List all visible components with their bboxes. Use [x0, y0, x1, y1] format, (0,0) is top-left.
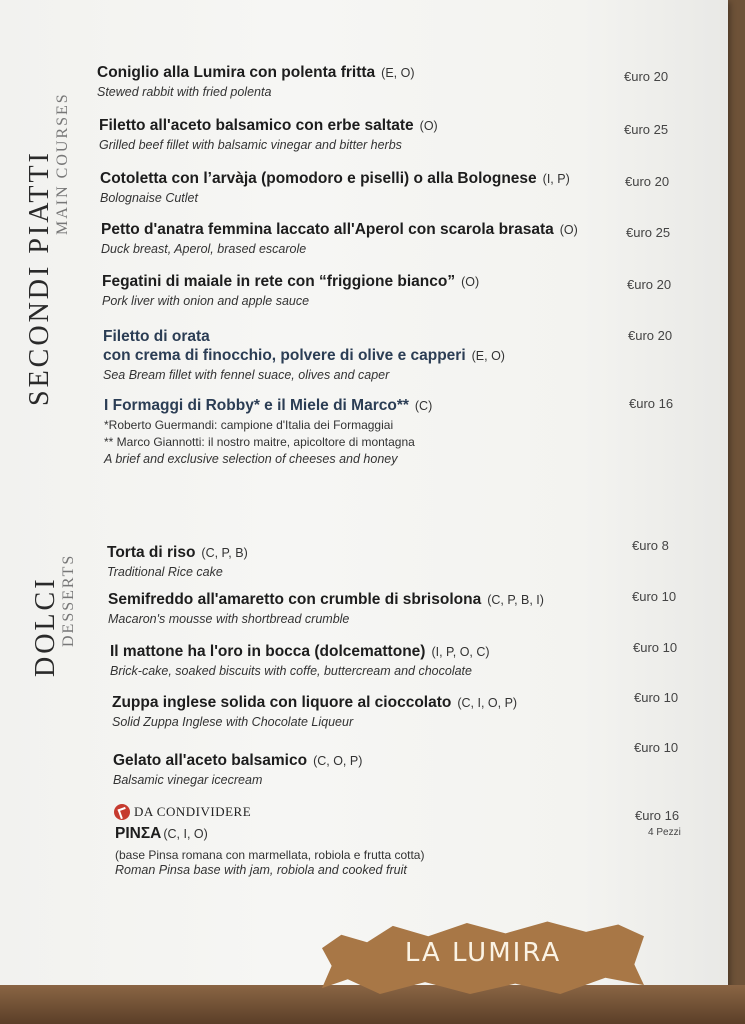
- item-note: ** Marco Giannotti: il nostro maitre, apicoltore di montagna: [104, 435, 415, 449]
- menu-item: [107, 544, 248, 579]
- item-allergens: (C): [414, 399, 433, 413]
- menu-item-pinsa: [115, 825, 424, 877]
- item-price: €uro 8: [632, 538, 669, 553]
- item-allergens: (C, I, O): [163, 827, 208, 841]
- item-allergens: (O): [461, 275, 480, 289]
- item-price: €uro 20: [628, 328, 673, 343]
- item-name: PINΣA: [115, 825, 162, 842]
- menu-item: [99, 117, 438, 152]
- item-price: €uro 10: [634, 690, 679, 705]
- item-name: Filetto di orata: [103, 328, 210, 345]
- menu-item: [108, 591, 544, 626]
- item-name: Zuppa inglese solida con liquore al cioccolato: [112, 694, 452, 711]
- item-note: (base Pinsa romana con marmellata, robiola e frutta cotta): [115, 848, 425, 862]
- item-name-continued: con crema di finocchio, polvere di olive e capperi: [103, 347, 466, 364]
- item-description: Bolognaise Cutlet: [100, 191, 198, 205]
- item-price: €uro 20: [627, 277, 672, 292]
- share-icon: [114, 804, 130, 820]
- item-name: Gelato all'aceto balsamico: [113, 752, 308, 769]
- item-price: €uro 10: [633, 640, 678, 655]
- item-description: Macaron's mousse with shortbread crumble: [108, 612, 350, 626]
- item-name: Cotoletta con l’arvàja (pomodoro e piselli) o alla Bolognese: [100, 170, 537, 187]
- section-subtitle-dolci: DESSERTS: [60, 553, 77, 647]
- menu-item: [102, 273, 479, 308]
- share-tag: [114, 804, 251, 820]
- menu-item: [97, 64, 415, 99]
- item-allergens: (C, P, B): [201, 546, 248, 560]
- item-description: Roman Pinsa base with jam, robiola and cooked fruit: [115, 863, 407, 877]
- item-price: €uro 16: [629, 396, 674, 411]
- item-price: €uro 20: [625, 174, 670, 189]
- item-price: €uro 20: [624, 69, 669, 84]
- item-description: Duck breast, Aperol, brased escarole: [101, 242, 307, 256]
- item-price: €uro 10: [632, 589, 677, 604]
- share-label: DA CONDIVIDERE: [134, 804, 252, 819]
- item-allergens: (C, O, P): [313, 754, 363, 768]
- menu-item: [103, 328, 505, 382]
- section-title-secondi: SECONDI PIATTI: [24, 150, 55, 406]
- item-description: Balsamic vinegar icecream: [113, 773, 263, 787]
- item-allergens: (O): [419, 119, 438, 133]
- item-name: Il mattone ha l'oro in bocca (dolcemattone): [110, 643, 426, 660]
- item-description: Traditional Rice cake: [107, 565, 223, 579]
- item-name: Fegatini di maiale in rete con “friggione bianco”: [102, 273, 456, 290]
- item-price: €uro 10: [634, 740, 679, 755]
- item-pieces: 4 Pezzi: [648, 827, 681, 838]
- item-description: Stewed rabbit with fried polenta: [97, 85, 272, 99]
- item-price: €uro 25: [626, 225, 671, 240]
- item-description: Pork liver with onion and apple sauce: [102, 294, 310, 308]
- menu-item: [113, 752, 362, 787]
- item-name: Semifreddo all'amaretto con crumble di sbrisolona: [108, 591, 482, 608]
- menu-item: [110, 643, 490, 678]
- item-allergens: (C, P, B, I): [487, 593, 544, 607]
- item-description: Solid Zuppa Inglese with Chocolate Liqueur: [112, 715, 354, 729]
- section-title-dolci: DOLCI: [30, 576, 61, 677]
- restaurant-logo: LA LUMIRA: [404, 938, 562, 968]
- item-allergens: (E, O): [381, 66, 415, 80]
- item-description: Brick-cake, soaked biscuits with coffe, buttercream and chocolate: [110, 664, 472, 678]
- item-allergens: (I, P, O, C): [431, 645, 490, 659]
- item-name: Filetto all'aceto balsamico con erbe saltate: [99, 117, 414, 134]
- menu-item: [112, 694, 517, 729]
- item-note: *Roberto Guermandi: campione d'Italia dei Formaggiai: [104, 418, 394, 432]
- item-price: €uro 16: [635, 808, 680, 823]
- item-description: A brief and exclusive selection of cheeses and honey: [104, 452, 398, 466]
- item-allergens: (C, I, O, P): [457, 696, 518, 710]
- item-name: Coniglio alla Lumira con polenta fritta: [97, 64, 376, 81]
- section-subtitle-secondi: MAIN COURSES: [54, 92, 71, 235]
- item-allergens: (I, P): [542, 172, 570, 186]
- item-description: Sea Bream fillet with fennel suace, olives and caper: [103, 368, 390, 382]
- item-name: Torta di riso: [107, 544, 196, 561]
- item-name: Petto d'anatra femmina laccato all'Aperol con scarola brasata: [101, 221, 554, 238]
- item-name: I Formaggi di Robby* e il Miele di Marco**: [104, 397, 409, 414]
- menu-item: [100, 170, 570, 205]
- item-price: €uro 25: [624, 122, 669, 137]
- menu-item: [104, 397, 432, 466]
- menu-item: [101, 221, 578, 256]
- item-description: Grilled beef fillet with balsamic vinegar and bitter herbs: [99, 138, 402, 152]
- item-allergens: (O): [559, 223, 578, 237]
- item-allergens: (E, O): [471, 349, 505, 363]
- wooden-table: [0, 985, 745, 1024]
